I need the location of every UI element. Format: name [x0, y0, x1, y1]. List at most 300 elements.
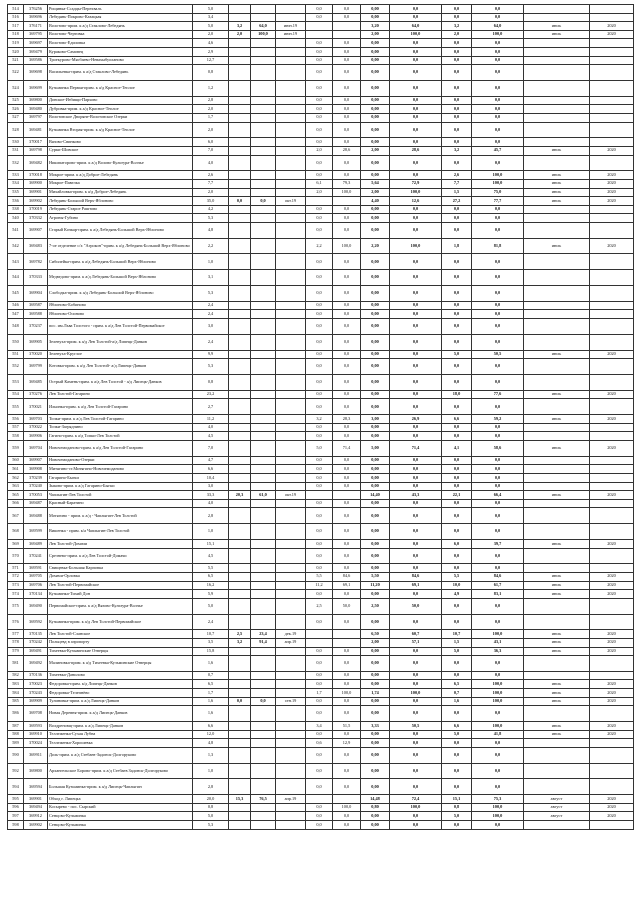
repaired-pct-cell	[251, 779, 276, 795]
repair-date-cell	[276, 473, 306, 482]
fact-pct-cell	[333, 795, 361, 804]
row-number-cell: 575	[8, 598, 24, 614]
plan-pct-cell: 0,0	[390, 334, 442, 350]
target-km-cell: 6,6	[442, 415, 472, 424]
table-body	[8, 5, 634, 830]
road-id-cell: 370243	[24, 689, 48, 698]
target-km-cell: 0,0	[442, 334, 472, 350]
plan-pct-cell: 0,0	[390, 548, 442, 564]
target-month-cell	[524, 508, 590, 524]
road-name-cell: Польцевд в аэропорту	[48, 638, 193, 647]
total-length-cell: 7,0	[193, 146, 229, 155]
road-name-cell: Кузьминка-прим. к а/д Лев Толстой-Первомайское	[48, 614, 193, 630]
total-length-cell: 0,7	[193, 671, 229, 680]
row-number-cell: 544	[8, 270, 24, 286]
repaired-pct-cell	[251, 671, 276, 680]
road-id-cell: 369479	[24, 47, 48, 56]
repair-date-cell	[276, 739, 306, 748]
fact-pct-cell: 0,0	[333, 155, 361, 171]
road-name-cell: Медведово-прим. к а/д Лебедянь-Большой Верх-Яблоново	[48, 270, 193, 286]
plan-km-cell: 0,00	[361, 539, 390, 548]
target-pct-cell: 0,0	[472, 375, 524, 391]
table-row	[8, 441, 634, 457]
table-row	[8, 656, 634, 672]
fact-km-cell: 0,0	[306, 656, 333, 672]
road-id-cell: 369587	[24, 301, 48, 310]
target-km-cell: 0,0	[442, 13, 472, 22]
plan-pct-cell: 0,0	[390, 590, 442, 599]
plan-pct-cell: 0,0	[390, 286, 442, 302]
plan-pct-cell: 0,0	[390, 113, 442, 122]
road-id-cell: 369489	[24, 539, 48, 548]
target-km-cell: 0,0	[442, 656, 472, 672]
repaired-km-cell	[229, 689, 251, 698]
repaired-km-cell	[229, 390, 251, 399]
road-name-cell: Косырево - пос. Сырский	[48, 803, 193, 812]
target-month-cell: август	[524, 803, 590, 812]
repair-date-cell	[276, 80, 306, 96]
plan-km-cell: 0,00	[361, 508, 390, 524]
row-number-cell: 517	[8, 22, 24, 31]
road-name-cell: Котовка-прим. к а/д Лев Толстой- а/д Липецк-Данков	[48, 359, 193, 375]
fact-km-cell	[306, 795, 333, 804]
fact-pct-cell: 0,0	[333, 171, 361, 180]
road-id-cell: 370332	[24, 214, 48, 223]
target-year-cell: 2020	[590, 689, 634, 698]
target-month-cell	[524, 706, 590, 722]
table-row	[8, 415, 634, 424]
repair-date-cell	[276, 432, 306, 441]
total-length-cell: 1,2	[193, 80, 229, 96]
row-number-cell: 576	[8, 614, 24, 630]
repaired-pct-cell	[251, 482, 276, 491]
table-row	[8, 113, 634, 122]
target-year-cell: 2020	[590, 590, 634, 599]
plan-pct-cell: 0,0	[390, 171, 442, 180]
plan-km-cell: 0,00	[361, 214, 390, 223]
plan-km-cell: 0,00	[361, 5, 390, 14]
repair-date-cell: июн.19	[276, 30, 306, 39]
target-month-cell	[524, 301, 590, 310]
road-name-cell: Большая Кузьминка-прим. к а/д Липецк-Чаплыгин	[48, 779, 193, 795]
fact-km-cell: 0,0	[306, 113, 333, 122]
repaired-pct-cell	[251, 222, 276, 238]
target-pct-cell: 0,0	[472, 482, 524, 491]
row-number-cell: 578	[8, 638, 24, 647]
target-pct-cell: 0,0	[472, 47, 524, 56]
repair-date-cell	[276, 812, 306, 821]
row-number-cell: 522	[8, 65, 24, 81]
target-year-cell	[590, 706, 634, 722]
repair-date-cell	[276, 105, 306, 114]
road-id-cell: 369901	[24, 188, 48, 197]
plan-km-cell: 2,00	[361, 30, 390, 39]
target-month-cell	[524, 564, 590, 573]
plan-km-cell: 0,00	[361, 656, 390, 672]
repaired-km-cell	[229, 205, 251, 214]
target-year-cell: 2020	[590, 812, 634, 821]
row-number-cell: 550	[8, 334, 24, 350]
plan-pct-cell: 0,0	[390, 508, 442, 524]
fact-km-cell	[306, 30, 333, 39]
table-row	[8, 270, 634, 286]
road-name-cell: Зеленуха-прим. к а/д Лев Толстой-а/д Липецк-Данков	[48, 334, 193, 350]
road-id-cell: 369703	[24, 415, 48, 424]
fact-pct-cell: 0,0	[333, 680, 361, 689]
fact-km-cell: 0,0	[306, 590, 333, 599]
target-month-cell: июль	[524, 689, 590, 698]
plan-km-cell: 0,00	[361, 65, 390, 81]
table-row	[8, 47, 634, 56]
target-year-cell	[590, 747, 634, 763]
fact-pct-cell: 0,0	[333, 730, 361, 739]
plan-km-cell: 0,00	[361, 590, 390, 599]
total-length-cell: 2,8	[193, 96, 229, 105]
table-row	[8, 350, 634, 359]
repair-date-cell	[276, 656, 306, 672]
road-name-cell: Сибилейка-прим. к а/д Лебедянь-Большой Верх-Яблоново	[48, 254, 193, 270]
fact-km-cell: 0,0	[306, 105, 333, 114]
plan-km-cell: 2,20	[361, 238, 390, 254]
road-id-cell: 370239	[24, 473, 48, 482]
plan-pct-cell: 0,0	[390, 80, 442, 96]
target-year-cell	[590, 319, 634, 335]
target-km-cell: 0,0	[442, 310, 472, 319]
repair-date-cell: апр.19	[276, 638, 306, 647]
road-id-cell: 369799	[24, 359, 48, 375]
road-id-cell: 369697	[24, 39, 48, 48]
total-length-cell: 2,0	[193, 122, 229, 138]
repaired-pct-cell	[251, 310, 276, 319]
target-month-cell: июль	[524, 697, 590, 706]
row-number-cell: 570	[8, 548, 24, 564]
total-length-cell: 4,5	[193, 432, 229, 441]
fact-km-cell: 2,2	[306, 238, 333, 254]
fact-km-cell	[306, 491, 333, 500]
target-month-cell: июль	[524, 590, 590, 599]
road-id-cell: 369696	[24, 13, 48, 22]
target-month-cell	[524, 80, 590, 96]
row-number-cell: 557	[8, 423, 24, 432]
target-km-cell: 0,0	[442, 80, 472, 96]
target-year-cell	[590, 548, 634, 564]
road-name-cell: Кузьминка Вторая-прим. к а/д Красное-Теплое	[48, 122, 193, 138]
row-number-cell: 553	[8, 375, 24, 391]
target-km-cell: 0,0	[442, 113, 472, 122]
repair-date-cell	[276, 763, 306, 779]
road-name-cell: Кузьминка-Тихий Дон	[48, 590, 193, 599]
target-month-cell	[524, 155, 590, 171]
repair-date-cell	[276, 399, 306, 415]
plan-km-cell: 5,50	[361, 572, 390, 581]
row-number-cell: 535	[8, 188, 24, 197]
fact-km-cell: 5,5	[306, 572, 333, 581]
repair-date-cell	[276, 647, 306, 656]
repaired-pct-cell: 23,4	[251, 630, 276, 639]
fact-pct-cell: 0,0	[333, 590, 361, 599]
repair-date-cell	[276, 423, 306, 432]
plan-pct-cell: 84,6	[390, 572, 442, 581]
target-km-cell: 0,0	[442, 222, 472, 238]
repair-date-cell	[276, 122, 306, 138]
road-id-cell: 370242	[24, 638, 48, 647]
plan-km-cell: 0,00	[361, 105, 390, 114]
fact-pct-cell: 0,0	[333, 113, 361, 122]
target-pct-cell: 59,2	[472, 415, 524, 424]
road-id-cell: 369699	[24, 80, 48, 96]
target-km-cell: 0,0	[442, 214, 472, 223]
road-id-cell: 369704	[24, 441, 48, 457]
total-length-cell: 5,5	[193, 564, 229, 573]
total-length-cell: 3,4	[193, 13, 229, 22]
target-year-cell: 2020	[590, 188, 634, 197]
road-id-cell: 369482	[24, 155, 48, 171]
target-km-cell: 10,0	[442, 581, 472, 590]
table-row	[8, 539, 634, 548]
road-name-cell: Срезнево-прим. к а/д Лев Толстой-Домачи	[48, 548, 193, 564]
table-row	[8, 254, 634, 270]
fact-pct-cell: 0,0	[333, 205, 361, 214]
repaired-pct-cell	[251, 399, 276, 415]
repaired-pct-cell	[251, 113, 276, 122]
repaired-pct-cell	[251, 689, 276, 698]
total-length-cell: 5,0	[193, 812, 229, 821]
road-id-cell: 369706	[24, 581, 48, 590]
fact-km-cell: 0,0	[306, 65, 333, 81]
road-id-cell: 369480	[24, 105, 48, 114]
table-row	[8, 630, 634, 639]
repaired-km-cell	[229, 122, 251, 138]
table-row	[8, 499, 634, 508]
repaired-km-cell	[229, 375, 251, 391]
plan-km-cell: 5,64	[361, 179, 390, 188]
repair-date-cell	[276, 13, 306, 22]
table-row	[8, 105, 634, 114]
target-pct-cell: 0,0	[472, 779, 524, 795]
total-length-cell: 5,3	[193, 821, 229, 830]
target-year-cell	[590, 399, 634, 415]
target-month-cell	[524, 473, 590, 482]
target-pct-cell: 75,3	[472, 795, 524, 804]
target-month-cell: август	[524, 812, 590, 821]
fact-km-cell: 0,0	[306, 254, 333, 270]
repaired-km-cell	[229, 465, 251, 474]
target-pct-cell: 39,7	[472, 539, 524, 548]
total-length-cell: 1,3	[193, 747, 229, 763]
repaired-pct-cell	[251, 432, 276, 441]
table-row	[8, 423, 634, 432]
repaired-pct-cell	[251, 179, 276, 188]
target-year-cell: 2020	[590, 680, 634, 689]
plan-pct-cell: 50,0	[390, 598, 442, 614]
target-pct-cell: 0,0	[472, 656, 524, 672]
target-pct-cell: 0,0	[472, 301, 524, 310]
table-row	[8, 456, 634, 465]
repair-date-cell	[276, 179, 306, 188]
road-name-cell: Сенцово-Кузьминка	[48, 821, 193, 830]
road-name-cell: Лебедянь-Старое Раштово	[48, 205, 193, 214]
repaired-km-cell	[229, 350, 251, 359]
target-year-cell: 2020	[590, 415, 634, 424]
plan-km-cell: 0,00	[361, 270, 390, 286]
repaired-pct-cell	[251, 375, 276, 391]
road-id-cell: 369588	[24, 310, 48, 319]
road-id-cell: 369800	[24, 763, 48, 779]
repaired-km-cell: 0,0	[229, 697, 251, 706]
target-year-cell	[590, 310, 634, 319]
repaired-km-cell	[229, 803, 251, 812]
fact-pct-cell: 0,0	[333, 96, 361, 105]
row-number-cell: 520	[8, 47, 24, 56]
repaired-km-cell	[229, 286, 251, 302]
repaired-pct-cell	[251, 680, 276, 689]
road-name-cell: Красный-Баратино	[48, 499, 193, 508]
fact-pct-cell: 0,0	[333, 821, 361, 830]
plan-km-cell: 0,00	[361, 171, 390, 180]
table-row	[8, 564, 634, 573]
row-number-cell: 560	[8, 456, 24, 465]
table-row	[8, 390, 634, 399]
table-row	[8, 301, 634, 310]
table-row	[8, 706, 634, 722]
target-month-cell	[524, 113, 590, 122]
target-month-cell: июль	[524, 188, 590, 197]
fact-pct-cell: 0,0	[333, 222, 361, 238]
fact-km-cell: 0,0	[306, 747, 333, 763]
plan-pct-cell: 0,0	[390, 697, 442, 706]
fact-pct-cell: 0,0	[333, 5, 361, 14]
target-year-cell	[590, 5, 634, 14]
total-length-cell: 4,0	[193, 423, 229, 432]
repair-date-cell	[276, 171, 306, 180]
fact-km-cell: 2,5	[306, 598, 333, 614]
road-name-cell: Волотово-Чертовка	[48, 30, 193, 39]
repaired-pct-cell	[251, 581, 276, 590]
fact-pct-cell: 0,0	[333, 482, 361, 491]
fact-pct-cell: 0,0	[333, 548, 361, 564]
target-km-cell: 5,0	[442, 647, 472, 656]
target-year-cell	[590, 214, 634, 223]
target-month-cell: июль	[524, 390, 590, 399]
fact-pct-cell: 0,0	[333, 432, 361, 441]
table-row	[8, 779, 634, 795]
fact-km-cell: 0,0	[306, 47, 333, 56]
repaired-km-cell	[229, 359, 251, 375]
plan-pct-cell: 0,0	[390, 399, 442, 415]
fact-pct-cell: 0,0	[333, 56, 361, 65]
plan-km-cell: 0,00	[361, 456, 390, 465]
target-pct-cell: 100,0	[472, 171, 524, 180]
fact-pct-cell: 0,0	[333, 508, 361, 524]
repaired-km-cell	[229, 441, 251, 457]
total-length-cell: 0,8	[193, 65, 229, 81]
table-row	[8, 803, 634, 812]
plan-pct-cell: 26,9	[390, 415, 442, 424]
repaired-pct-cell: 76,5	[251, 795, 276, 804]
total-length-cell: 5,0	[193, 22, 229, 31]
target-km-cell: 0,0	[442, 301, 472, 310]
road-name-cell: Волдреновщ-прим. к а/д Липецк-Данков	[48, 722, 193, 731]
target-month-cell	[524, 310, 590, 319]
target-year-cell	[590, 456, 634, 465]
plan-pct-cell: 0,0	[390, 155, 442, 171]
row-number-cell: 565	[8, 491, 24, 500]
fact-pct-cell: 0,0	[333, 539, 361, 548]
plan-pct-cell: 69,1	[390, 581, 442, 590]
target-pct-cell: 0,0	[472, 524, 524, 540]
repaired-km-cell: 3,2	[229, 22, 251, 31]
road-name-cell: Вишенка - прим. к/а Чаплыгин-Лев Толстой	[48, 524, 193, 540]
row-number-cell: 598	[8, 821, 24, 830]
plan-km-cell: 0,00	[361, 548, 390, 564]
fact-km-cell: 0,0	[306, 763, 333, 779]
fact-km-cell: 0,0	[306, 96, 333, 105]
total-length-cell: 5,0	[193, 598, 229, 614]
repaired-km-cell	[229, 13, 251, 22]
plan-pct-cell: 12,6	[390, 197, 442, 206]
row-number-cell: 559	[8, 441, 24, 457]
row-number-cell: 528	[8, 122, 24, 138]
target-year-cell: 2020	[590, 803, 634, 812]
repaired-km-cell	[229, 80, 251, 96]
target-km-cell: 3,2	[442, 146, 472, 155]
target-km-cell: 3,2	[442, 22, 472, 31]
target-year-cell	[590, 47, 634, 56]
row-number-cell: 573	[8, 581, 24, 590]
table-row	[8, 812, 634, 821]
repaired-km-cell	[229, 739, 251, 748]
repaired-pct-cell	[251, 96, 276, 105]
plan-pct-cell: 0,0	[390, 205, 442, 214]
target-month-cell	[524, 763, 590, 779]
repaired-km-cell	[229, 722, 251, 731]
target-km-cell: 0,0	[442, 205, 472, 214]
plan-pct-cell: 0,0	[390, 138, 442, 147]
repaired-pct-cell	[251, 706, 276, 722]
repaired-km-cell	[229, 730, 251, 739]
road-name-cell: Волотовское Дворяне-Волотовское Озерки	[48, 113, 193, 122]
plan-km-cell: 0,00	[361, 319, 390, 335]
plan-pct-cell: 0,0	[390, 465, 442, 474]
target-month-cell	[524, 222, 590, 238]
row-number-cell: 530	[8, 138, 24, 147]
target-year-cell: 2020	[590, 572, 634, 581]
target-km-cell: 0,0	[442, 5, 472, 14]
total-length-cell: 7,7	[193, 179, 229, 188]
target-month-cell: июль	[524, 197, 590, 206]
fact-km-cell: 0,0	[306, 779, 333, 795]
target-month-cell	[524, 47, 590, 56]
road-name-cell: Рощинка-Ссадцы-Перехваль	[48, 5, 193, 14]
plan-km-cell: 0,00	[361, 56, 390, 65]
road-name-cell: Дубровка-прим. к а/д Красное-Теплое	[48, 105, 193, 114]
road-id-cell: 369909	[24, 697, 48, 706]
target-pct-cell: 0,0	[472, 598, 524, 614]
target-year-cell: 2020	[590, 441, 634, 457]
repair-date-cell	[276, 441, 306, 457]
target-pct-cell: 77,6	[472, 390, 524, 399]
repaired-km-cell	[229, 214, 251, 223]
table-row	[8, 647, 634, 656]
target-year-cell	[590, 779, 634, 795]
plan-pct-cell: 0,0	[390, 5, 442, 14]
row-number-cell: 538	[8, 205, 24, 214]
road-name-cell: 7-ое отделение с/х "Агрокон"-прим. к а/д Лебедянь-Большой Верх-Яблоново	[48, 238, 193, 254]
fact-pct-cell: 0,0	[333, 465, 361, 474]
road-id-cell: 369698	[24, 65, 48, 81]
target-month-cell	[524, 524, 590, 540]
table-row	[8, 739, 634, 748]
